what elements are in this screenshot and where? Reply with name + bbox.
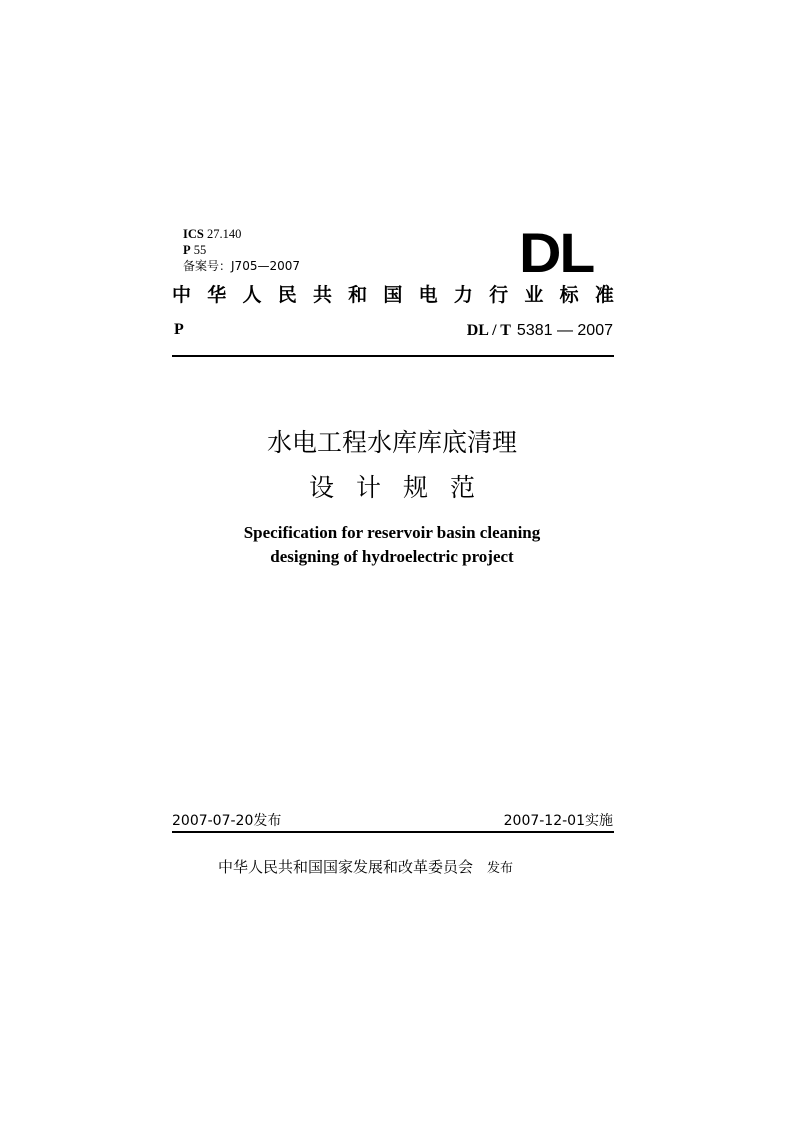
dl-logo: DL [519,221,594,284]
industry-standard-title [172,281,614,309]
record-label: 备案号： [183,259,232,273]
record-number: J705—2007 [231,259,300,273]
standard-year-number: 5381 — 2007 [516,322,613,339]
title-cn-line1: 水电工程水库库底清理 [266,428,517,457]
ics-info-block [183,226,300,274]
industry-title-char: 准 [594,284,614,306]
industry-title-char: 电 [418,284,438,306]
ics-label: ICS [183,227,204,241]
classification-code: P [174,321,184,338]
p-class-label: P [183,243,191,257]
ics-code: 27.140 [206,227,242,241]
standard-number [467,320,613,341]
industry-title-char: 力 [453,284,473,306]
publisher-name: 中华人民共和国国家发展和改革委员会 [218,858,474,876]
industry-title-char: 民 [277,284,297,306]
title-en-line2: designing of hydroelectric project [270,547,514,566]
title-en-line1: Specification for reservoir basin cleaning [243,523,541,542]
issue-date: 2007-07-20发布 [172,813,282,829]
industry-title-char: 中 [172,284,192,306]
industry-title-char: 共 [312,284,332,306]
industry-title-char: 和 [348,284,368,306]
industry-title-char: 标 [559,284,579,306]
industry-title-char: 行 [489,284,509,306]
p-class-line [183,242,300,258]
header-divider [172,355,614,357]
publisher-suffix: 发布 [487,861,514,876]
industry-title-char: 人 [242,284,262,306]
p-class-code: 55 [193,243,207,257]
industry-title-char: 国 [383,284,403,306]
title-cn-line2: 设计规范 [308,473,497,502]
standard-code: DL / T [466,322,511,339]
ics-line [183,226,300,242]
record-line [183,258,300,274]
implementation-date: 2007-12-01实施 [503,813,613,829]
publisher [218,856,513,880]
industry-title-char: 华 [207,284,227,306]
industry-title-char: 业 [524,284,544,306]
footer-divider [172,831,614,833]
